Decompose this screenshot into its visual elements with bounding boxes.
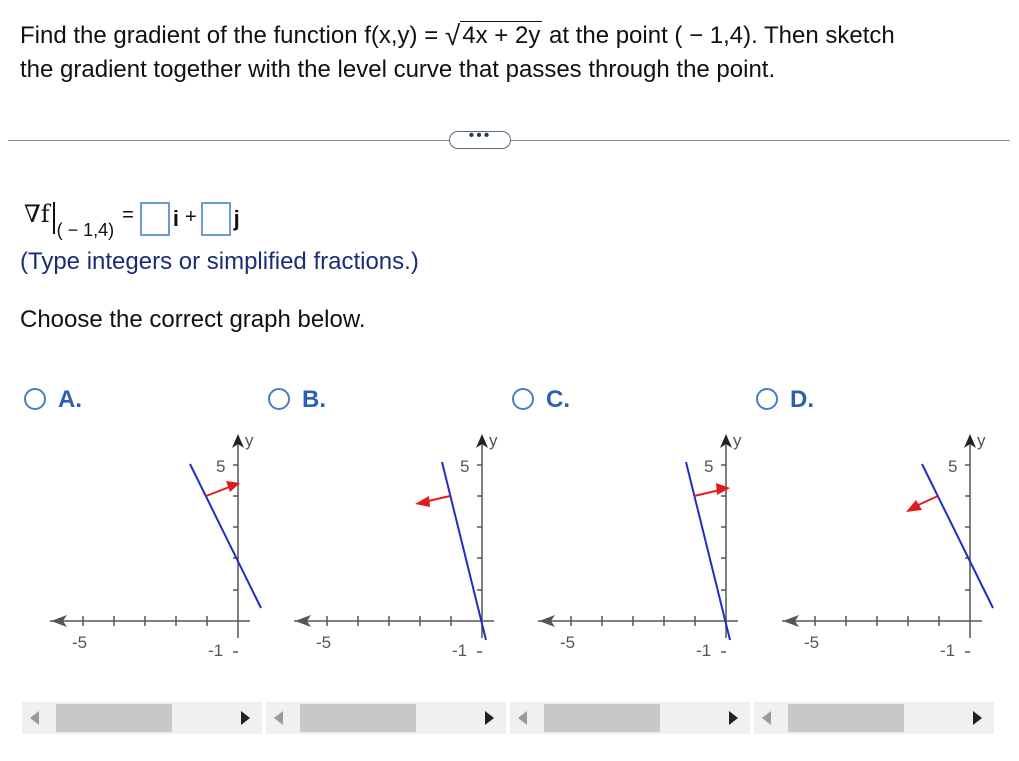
scroll-thumb[interactable] — [544, 704, 660, 732]
graph-d — [752, 426, 997, 666]
radio-c[interactable] — [512, 388, 534, 410]
scroll-left-icon[interactable] — [274, 711, 283, 725]
gradient-arrowhead-icon — [415, 496, 430, 507]
y-tick-label-5: 5 — [460, 457, 470, 476]
scroll-thumb[interactable] — [300, 704, 416, 732]
choice-c-label: C. — [546, 386, 570, 413]
choice-d[interactable] — [752, 386, 992, 746]
level-curve — [190, 464, 261, 608]
radio-b[interactable] — [268, 388, 290, 410]
y-axis-label: y — [245, 431, 254, 450]
question-text — [20, 17, 1000, 87]
y-tick-label-neg1: -1 — [452, 641, 468, 660]
gradient-arrow — [206, 486, 232, 496]
evaluation-bar — [53, 202, 55, 234]
x-tick-label-neg5: -5 — [560, 633, 576, 652]
y-tick-label-neg1: -1 — [940, 641, 956, 660]
more-options-button[interactable]: ••• — [449, 131, 511, 149]
sqrt-expression — [445, 17, 542, 53]
question-line2: the gradient together with the level curve that passes through the point. — [20, 56, 776, 83]
radio-d[interactable] — [756, 388, 778, 410]
gradient-arrowhead-icon — [716, 483, 730, 495]
scroll-thumb[interactable] — [788, 704, 904, 732]
level-curve — [442, 462, 486, 640]
question-line1-start: Find the gradient of the function f(x,y) = — [20, 22, 445, 49]
scroll-right-icon[interactable] — [973, 711, 982, 725]
y-axis-label: y — [733, 431, 742, 450]
question-line1-end: at the point ( − 1,4). Then sketch — [542, 22, 895, 49]
gradient-arrow — [694, 490, 720, 496]
scroll-right-icon[interactable] — [485, 711, 494, 725]
graph-c — [508, 426, 753, 666]
gradient-arrowhead-icon — [906, 500, 922, 512]
input-hint: (Type integers or simplified fractions.) — [20, 248, 419, 275]
nabla-f: ∇f — [24, 200, 50, 228]
y-tick-label-5: 5 — [216, 457, 226, 476]
choice-b[interactable] — [264, 386, 504, 746]
choose-prompt: Choose the correct graph below. — [20, 306, 366, 333]
y-axis-label: y — [977, 431, 986, 450]
scroll-right-icon[interactable] — [729, 711, 738, 725]
scroll-left-icon[interactable] — [518, 711, 527, 725]
equals-sign: = — [122, 204, 134, 226]
choice-a-label: A. — [58, 386, 82, 413]
graph-b — [264, 426, 509, 666]
scrollbar-c[interactable] — [510, 702, 750, 734]
scroll-right-icon[interactable] — [241, 711, 250, 725]
y-tick-label-neg1: -1 — [208, 641, 224, 660]
radicand: 4x + 2y — [462, 22, 541, 49]
gradient-arrow — [916, 496, 938, 506]
choice-c[interactable] — [508, 386, 748, 746]
x-tick-label-neg5: -5 — [804, 633, 820, 652]
scrollbar-a[interactable] — [22, 702, 262, 734]
y-axis-label: y — [489, 431, 498, 450]
j-component-input[interactable] — [201, 202, 231, 236]
x-tick-label-neg5: -5 — [316, 633, 332, 652]
y-tick-label-5: 5 — [704, 457, 714, 476]
scrollbar-b[interactable] — [266, 702, 506, 734]
y-tick-label-5: 5 — [948, 457, 958, 476]
gradient-answer — [24, 200, 246, 240]
y-tick-label-neg1: -1 — [696, 641, 712, 660]
sqrt-icon: √ — [444, 20, 461, 51]
i-component-input[interactable] — [140, 202, 170, 236]
scroll-left-icon[interactable] — [30, 711, 39, 725]
plus-sign: + — [184, 206, 197, 228]
scroll-thumb[interactable] — [56, 704, 172, 732]
x-tick-label-neg5: -5 — [72, 633, 88, 652]
point-subscript: ( − 1,4) — [56, 220, 115, 240]
choice-b-label: B. — [302, 386, 326, 413]
i-unit: i — [172, 206, 179, 231]
radio-a[interactable] — [24, 388, 46, 410]
scrollbar-d[interactable] — [754, 702, 994, 734]
scroll-left-icon[interactable] — [762, 711, 771, 725]
level-curve — [922, 464, 993, 608]
graph-a — [20, 426, 265, 666]
choice-a[interactable] — [20, 386, 260, 746]
j-unit: j — [233, 206, 240, 231]
choice-d-label: D. — [790, 386, 814, 413]
